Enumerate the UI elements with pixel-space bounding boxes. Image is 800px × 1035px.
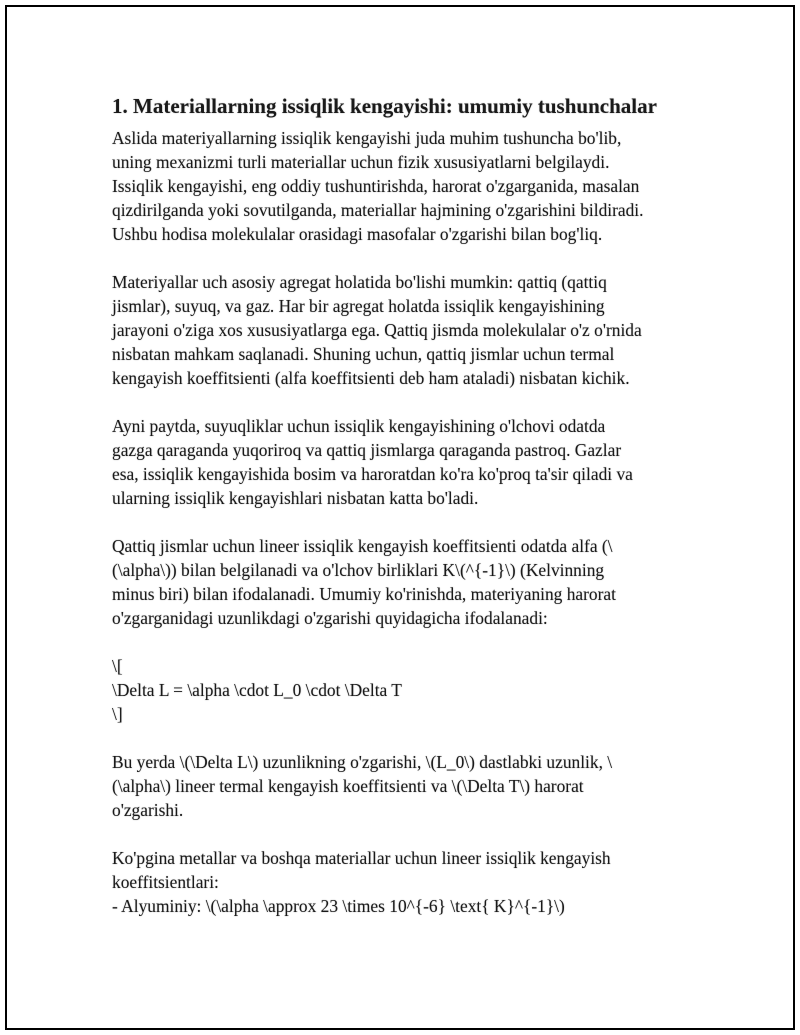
- formula-line: \[: [112, 656, 123, 676]
- paragraph-formula-explanation: [112, 750, 692, 822]
- text-line: gazga qaraganda yuqoriroq va qattiq jismlarga qaraganda pastroq. Gazlar: [112, 440, 622, 460]
- formula-line: \Delta L = \alpha \cdot L_0 \cdot \Delta T: [112, 680, 402, 700]
- text-line: ularning issiqlik kengayishlari nisbatan katta bo'ladi.: [112, 488, 479, 508]
- text-line: jismlar), suyuq, va gaz. Har bir agregat holatda issiqlik kengayishining: [112, 296, 605, 316]
- text-line: esa, issiqlik kengayishida bosim va haroratdan ko'ra ko'proq ta'sir qiladi va: [112, 464, 633, 484]
- text-line: Ushbu hodisa molekulalar orasidagi masofalar o'zgarishi bilan bog'liq.: [112, 224, 603, 244]
- text-line: qizdirilganda yoki sovutilganda, materiallar hajmining o'zgarishini bildiradi.: [112, 200, 644, 220]
- document-body: [112, 92, 692, 942]
- text-line: minus biri) bilan ifodalanadi. Umumiy ko'rinishda, materiyaning harorat: [112, 584, 616, 604]
- paragraph-coefficients-list: [112, 846, 692, 918]
- list-item: - Alyuminiy: \(\alpha \approx 23 \times 10^{-6} \text{ K}^{-1}\): [112, 896, 565, 916]
- paragraph-liquids-gases: [112, 414, 692, 510]
- text-line: Bu yerda \(\Delta L\) uzunlikning o'zgarishi, \(L_0\) dastlabki uzunlik, \: [112, 752, 613, 772]
- text-line: Aslida materiyallarning issiqlik kengayishi juda muhim tushuncha bo'lib,: [112, 128, 622, 148]
- text-line: o'zgarganidagi uzunlikdagi o'zgarishi quyidagicha ifodalanadi:: [112, 608, 548, 628]
- text-line: jarayoni o'ziga xos xususiyatlarga ega. Qattiq jismda molekulalar o'z o'rnida: [112, 320, 642, 340]
- text-line: koeffitsientlari:: [112, 872, 219, 892]
- text-line: (\alpha\) lineer termal kengayish koeffitsienti va \(\Delta T\) harorat: [112, 776, 584, 796]
- text-line: uning mexanizmi turli materiallar uchun fizik xususiyatlarni belgilaydi.: [112, 152, 610, 172]
- text-line: Ko'pgina metallar va boshqa materiallar uchun lineer issiqlik kengayish: [112, 848, 611, 868]
- text-line: Materiyallar uch asosiy agregat holatida bo'lishi mumkin: qattiq (qattiq: [112, 272, 607, 292]
- paragraph-linear-coefficient: [112, 534, 692, 630]
- text-line: Qattiq jismlar uchun lineer issiqlik kengayish koeffitsienti odatda alfa (\: [112, 536, 613, 556]
- text-line: o'zgarishi.: [112, 800, 184, 820]
- text-line: nisbatan mahkam saqlanadi. Shuning uchun, qattiq jismlar uchun termal: [112, 344, 615, 364]
- text-line: kengayish koeffitsienti (alfa koeffitsienti deb ham ataladi) nisbatan kichik.: [112, 368, 630, 388]
- text-line: (\alpha\)) bilan belgilanadi va o'lchov birliklari K\(^{-1}\) (Kelvinning: [112, 560, 605, 580]
- paragraph-intro: [112, 126, 692, 246]
- text-line: Ayni paytda, suyuqliklar uchun issiqlik kengayishining o'lchovi odatda: [112, 416, 606, 436]
- text-line: Issiqlik kengayishi, eng oddiy tushuntirishda, harorat o'zgarganida, masalan: [112, 176, 640, 196]
- paragraph-aggregate-states: [112, 270, 692, 390]
- section-title: 1. Materiallarning issiqlik kengayishi: umumiy tushunchalar: [112, 94, 657, 118]
- formula-line: \]: [112, 704, 123, 724]
- formula-block: [112, 654, 692, 726]
